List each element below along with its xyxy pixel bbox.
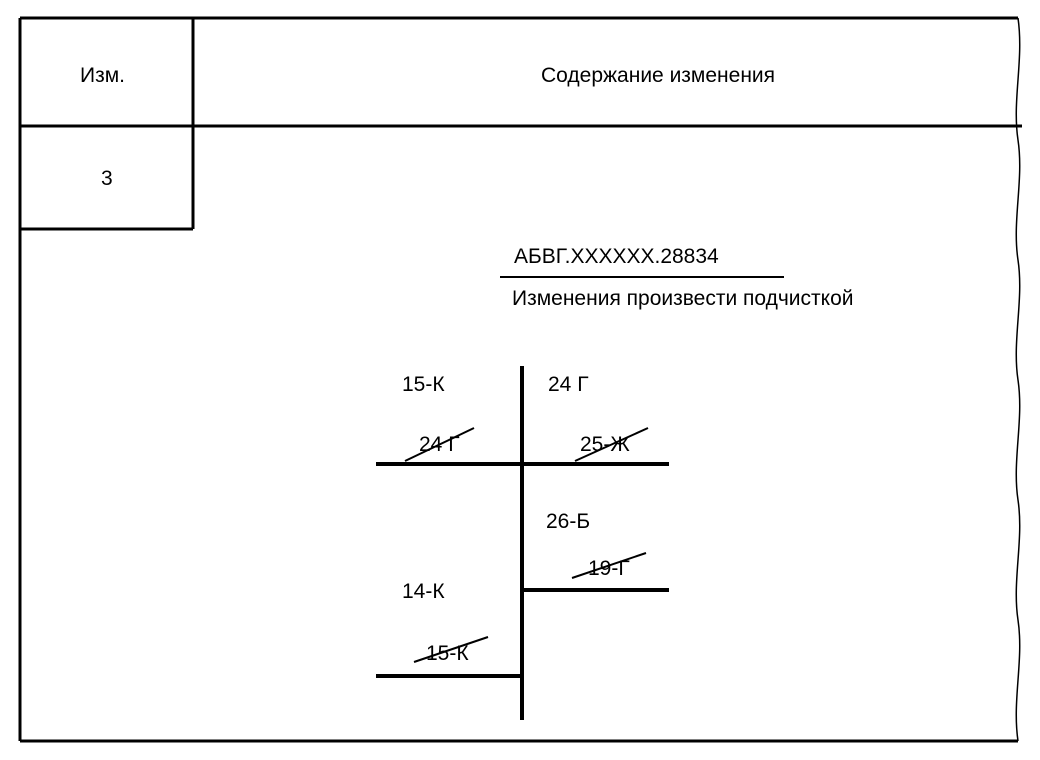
left-top-new-label: 15-К: [402, 373, 445, 396]
left-top-old-label: 24 Г: [419, 433, 460, 456]
change-number: 3: [101, 167, 113, 190]
content-column-header: Содержание изменения: [541, 64, 776, 87]
left-bottom-old-label: 15-К: [426, 642, 469, 665]
left-bottom-new-label: 14-К: [402, 580, 445, 603]
change-column-header: Изм.: [80, 64, 125, 87]
right-mid-old-label: 19-Г: [588, 557, 630, 580]
right-top-old-label: 25-Ж: [580, 433, 630, 456]
document-designation: АБВГ.XXXXXX.28834: [514, 245, 719, 268]
change-method-note: Изменения произвести подчисткой: [512, 287, 854, 310]
right-mid-new-label: 26-Б: [546, 510, 591, 533]
right-top-new-label: 24 Г: [548, 373, 589, 396]
